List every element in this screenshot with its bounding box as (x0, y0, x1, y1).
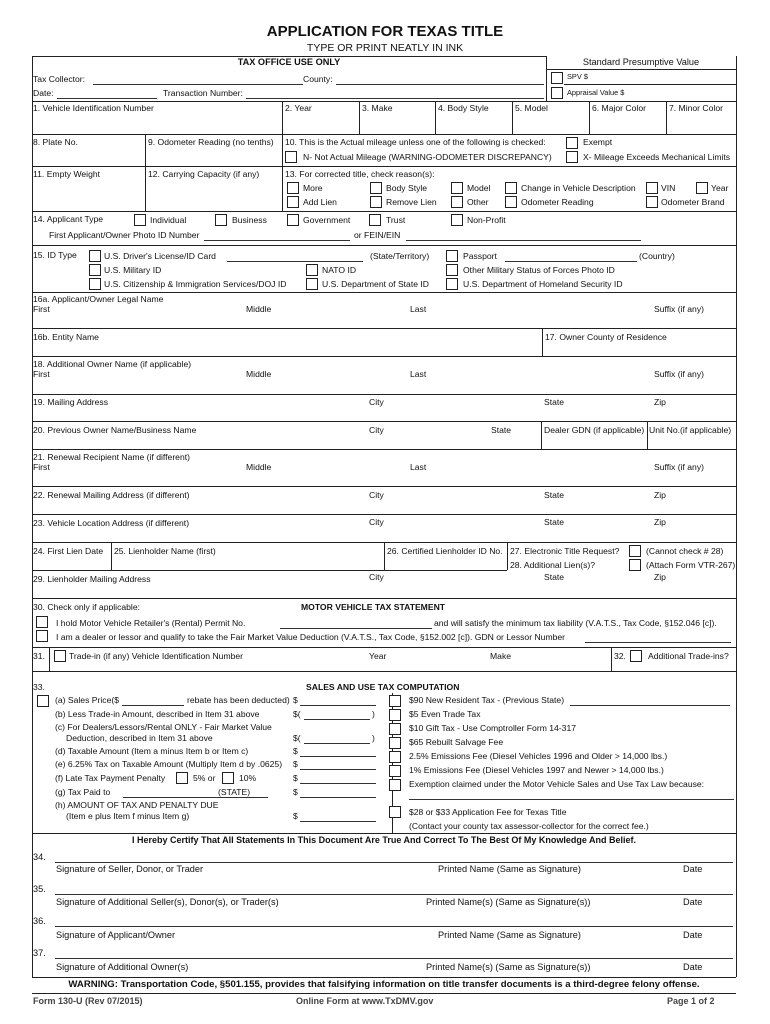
additional-trade-label: Additional Trade-ins? (648, 651, 729, 661)
additional-liens-label: 28. Additional Lien(s)? (510, 560, 596, 570)
passport-line[interactable] (505, 261, 637, 262)
renewal-first-label: First (33, 462, 50, 472)
addl-owner-date-label: Date (683, 962, 703, 972)
add-lien-label: Add Lien (303, 197, 337, 207)
app-fee-label: $28 or $33 Application Fee for Texas Title (409, 807, 567, 817)
renewal-recipient-label: 21. Renewal Recipient Name (if different) (33, 452, 190, 462)
seller-date-label: Date (683, 864, 703, 874)
addl-seller-signature-line[interactable] (55, 894, 733, 895)
f-dollar: $ (293, 773, 298, 783)
rebate-label: rebate has been deducted) (187, 695, 290, 705)
state-dept-label: U.S. Department of State ID (322, 279, 429, 289)
location-state-label: State (544, 517, 565, 527)
applicant-signature-line[interactable] (55, 926, 733, 927)
change-desc-checkbox[interactable] (505, 182, 517, 194)
even-trade-label: $5 Even Trade Tax (409, 709, 481, 719)
minor-color-label: 7. Minor Color (669, 103, 723, 113)
tradein-amount-label: (b) Less Trade-in Amount, described in Item 31 above (55, 709, 260, 719)
passport-label: Passport (463, 251, 497, 261)
location-label: 23. Vehicle Location Address (if different) (33, 518, 190, 528)
nonprofit-checkbox[interactable] (451, 214, 463, 226)
retailer-permit-label: I hold Motor Vehicle Retailer's (Rental) Permit No. (56, 618, 246, 628)
seller-printed-label: Printed Name (Same as Signature) (438, 864, 581, 874)
form-number: Form 130-U (Rev 07/2015) (33, 996, 143, 1006)
body-style-reason: Body Style (386, 183, 428, 193)
body-style-checkbox[interactable] (370, 182, 382, 194)
odo-reading-checkbox[interactable] (505, 196, 517, 208)
prev-owner-label: 20. Previous Owner Name/Business Name (33, 425, 197, 435)
gdn-lessor-line[interactable] (585, 642, 731, 643)
electronic-title-label: 27. Electronic Title Request? (510, 546, 620, 556)
state-territory-label: (State/Territory) (370, 251, 430, 261)
addl-seller-date-label: Date (683, 897, 703, 907)
remove-lien-label: Remove Lien (386, 197, 437, 207)
plate-label: 8. Plate No. (33, 137, 78, 147)
penalty-5-checkbox[interactable] (176, 772, 188, 784)
exempt-label: Exempt (583, 137, 613, 147)
rebuilt-salvage-label: $65 Rebuilt Salvage Fee (409, 737, 504, 747)
c-close: ) (372, 733, 375, 743)
e-dollar: $ (293, 759, 298, 769)
first-lien-date-label: 24. First Lien Date (33, 546, 104, 556)
e-amount-line[interactable] (300, 769, 376, 770)
new-resident-checkbox[interactable] (389, 695, 401, 707)
other-checkbox[interactable] (451, 196, 463, 208)
tax-paid-label: (g) Tax Paid to (55, 787, 111, 797)
addl-owner-printed-label: Printed Name(s) (Same as Signature(s)) (426, 962, 591, 972)
gift-tax-label: $10 Gift Tax - Use Comptroller Form 14-317 (409, 723, 577, 733)
exceeds-label: X- Mileage Exceeds Mechanical Limits (583, 152, 731, 162)
emissions-25-checkbox[interactable] (389, 751, 401, 763)
trust-checkbox[interactable] (369, 214, 381, 226)
other-label: Other (467, 197, 489, 207)
c-amount-line[interactable] (304, 743, 370, 744)
item-32-label: 32. (614, 651, 626, 661)
legal-last-label: Last (410, 304, 427, 314)
sales-price-line[interactable] (122, 705, 184, 706)
nonprofit-label: Non-Profit (467, 215, 506, 225)
b-amount-line[interactable] (304, 719, 370, 720)
page-number: Page 1 of 2 (667, 996, 715, 1006)
applicant-signature-label: Signature of Applicant/Owner (56, 930, 175, 940)
taxable-amount-label: (d) Taxable Amount (Item a minus Item b or Item c) (55, 746, 249, 756)
addl-seller-printed-label: Printed Name(s) (Same as Signature(s)) (426, 897, 591, 907)
b-close: ) (372, 709, 375, 719)
year-reason: Year (711, 183, 729, 193)
tradein-make-label: Make (490, 651, 512, 661)
exempt-checkbox[interactable] (566, 137, 578, 149)
new-resident-label: $90 New Resident Tax - (Previous State) (409, 695, 565, 705)
check-applicable-label: 30. Check only if applicable: (33, 602, 141, 612)
vin-checkbox[interactable] (646, 182, 658, 194)
nato-label: NATO ID (322, 265, 357, 275)
transaction-number-label: Transaction Number: (163, 88, 243, 98)
remove-lien-checkbox[interactable] (370, 196, 382, 208)
model-label: 5. Model (515, 103, 548, 113)
emissions-1-label: 1% Emissions Fee (Diesel Vehicles 1997 and Newer > 14,000 lbs.) (409, 765, 664, 775)
county-residence-label: 17. Owner County of Residence (545, 332, 667, 342)
legal-first-label: First (33, 304, 50, 314)
form-subtitle: TYPE OR PRINT NEATLY IN INK (306, 42, 464, 54)
id-type-label: 15. ID Type (33, 250, 77, 260)
legal-name-label: 16a. Applicant/Owner Legal Name (33, 294, 164, 304)
business-label: Business (232, 215, 267, 225)
emissions-25-label: 2.5% Emissions Fee (Diesel Vehicles 1996 and Older > 14,000 lbs.) (409, 751, 668, 761)
renewal-zip-label: Zip (654, 490, 666, 500)
lien-state-label: State (544, 572, 565, 582)
penalty-10-checkbox[interactable] (222, 772, 234, 784)
seller-signature-label: Signature of Seller, Donor, or Trader (56, 864, 204, 874)
more-label: More (303, 183, 323, 193)
late-penalty-label: (f) Late Tax Payment Penalty (55, 773, 166, 783)
d-amount-line[interactable] (300, 756, 376, 757)
dl-line[interactable] (227, 261, 363, 262)
make-label: 3. Make (362, 103, 393, 113)
dl-label: U.S. Driver's License/ID Card (104, 251, 216, 261)
dealer-lessor-label: I am a dealer or lessor and qualify to take the Fair Market Value Deduction (V.A.T.S., Tax Code, §152.002 [c]). GDN or Lessor Number (56, 632, 566, 642)
mv-tax-heading: MOTOR VEHICLE TAX STATEMENT (301, 602, 446, 612)
tradein-year-label: Year (369, 651, 387, 661)
addl-middle-label: Middle (246, 369, 272, 379)
emissions-1-checkbox[interactable] (389, 765, 401, 777)
not-actual-label: N- Not Actual Mileage (WARNING-ODOMETER DISCREPANCY) (303, 152, 552, 162)
electronic-title-checkbox[interactable] (629, 545, 641, 557)
location-city-label: City (369, 517, 384, 527)
exemption-checkbox[interactable] (389, 779, 401, 791)
fein-line[interactable] (406, 240, 641, 241)
d-dollar: $ (293, 746, 298, 756)
prev-state-label: State (491, 425, 512, 435)
renewal-suffix-label: Suffix (if any) (654, 462, 704, 472)
form-title: APPLICATION FOR TEXAS TITLE (266, 23, 504, 40)
exemption-label: Exemption claimed under the Motor Vehicle Sales and Use Tax Law because: (409, 779, 705, 789)
spv-heading: Standard Presumptive Value (582, 57, 700, 67)
dealer-gdn-label: Dealer GDN (if applicable) (544, 425, 645, 435)
sales-tax-heading: SALES AND USE TAX COMPUTATION (306, 682, 460, 692)
dealer-lessor-checkbox[interactable] (36, 630, 48, 642)
more-checkbox[interactable] (287, 182, 299, 194)
change-desc-label: Change in Vehicle Description (521, 183, 636, 193)
business-checkbox[interactable] (215, 214, 227, 226)
addl-owner-signature-label: Signature of Additional Owner(s) (56, 962, 189, 972)
odo-reading-label: Odometer Reading (521, 197, 594, 207)
nato-checkbox[interactable] (306, 264, 318, 276)
cert-lienholder-label: 26. Certified Lienholder ID No. (387, 546, 503, 556)
h-amount-line[interactable] (300, 821, 376, 822)
tax-collector-label: Tax Collector: (33, 74, 86, 84)
major-color-label: 6. Major Color (592, 103, 646, 113)
government-checkbox[interactable] (287, 214, 299, 226)
sales-price-label: (a) Sales Price($ (55, 695, 119, 705)
felony-warning: WARNING: Transportation Code, §501.155, provides that falsifying information on title transfer documents is a third-degree felony offense. (68, 979, 700, 990)
renewal-last-label: Last (410, 462, 427, 472)
h-dollar: $ (293, 811, 298, 821)
odo-brand-checkbox[interactable] (646, 196, 658, 208)
dl-checkbox[interactable] (89, 250, 101, 262)
model-checkbox[interactable] (451, 182, 463, 194)
date-label: Date: (33, 88, 54, 98)
country-label: (Country) (639, 251, 675, 261)
tradein-label: Trade-in (if any) Vehicle Identification Number (69, 651, 244, 661)
item-34-label: 34. (33, 852, 46, 862)
sales-price-checkbox[interactable] (37, 695, 49, 707)
state-label: (STATE) (218, 787, 251, 797)
tax-office-heading: TAX OFFICE USE ONLY (237, 57, 341, 67)
vin-label: 1. Vehicle Identification Number (33, 103, 154, 113)
gift-tax-checkbox[interactable] (389, 723, 401, 735)
trust-label: Trust (386, 215, 406, 225)
model-reason: Model (467, 183, 491, 193)
transaction-number-line[interactable] (246, 98, 544, 99)
attach-form-label: (Attach Form VTR-267) (646, 560, 736, 570)
spv-label: SPV $ (567, 72, 588, 81)
empty-weight-label: 11. Empty Weight (33, 169, 101, 179)
applicant-type-label: 14. Applicant Type (33, 214, 104, 224)
citizenship-checkbox[interactable] (89, 278, 101, 290)
permit-number-line[interactable] (280, 628, 432, 629)
passport-checkbox[interactable] (446, 250, 458, 262)
tax-625-label: (e) 6.25% Tax on Taxable Amount (Multiply Item d by .0625) (55, 759, 283, 769)
tax-paid-state-line[interactable] (123, 797, 268, 798)
renewal-mailing-label: 22. Renewal Mailing Address (if different) (33, 490, 190, 500)
exceeds-checkbox[interactable] (566, 151, 578, 163)
lienholder-mailing-label: 29. Lienholder Mailing Address (33, 574, 151, 584)
exemption-line[interactable] (409, 799, 734, 800)
legal-middle-label: Middle (246, 304, 272, 314)
citizenship-label: U.S. Citizenship & Immigration Services/DOJ ID (104, 279, 287, 289)
item-31-label: 31. (33, 651, 45, 661)
retailer-permit-checkbox[interactable] (36, 616, 48, 628)
date-line[interactable] (57, 98, 157, 99)
additional-trade-checkbox[interactable] (630, 650, 642, 662)
f-amount-line[interactable] (300, 783, 376, 784)
tax-collector-line[interactable] (93, 84, 303, 85)
add-lien-checkbox[interactable] (287, 196, 299, 208)
app-fee-note: (Contact your county tax assessor-collector for the correct fee.) (409, 821, 649, 831)
fmv-label-1: (c) For Dealers/Lessors/Rental ONLY - Fair Market Value (55, 722, 272, 732)
military-checkbox[interactable] (89, 264, 101, 276)
photo-id-label: First Applicant/Owner Photo ID Number (49, 230, 200, 240)
legal-suffix-label: Suffix (if any) (654, 304, 704, 314)
not-actual-checkbox[interactable] (285, 151, 297, 163)
addl-owner-signature-line[interactable] (55, 958, 733, 959)
c-dollar: $( (293, 733, 301, 743)
mailing-label: 19. Mailing Address (33, 397, 108, 407)
appraisal-checkbox[interactable] (551, 87, 563, 99)
lien-zip-label: Zip (654, 572, 666, 582)
lienholder-label: 25. Lienholder Name (first) (114, 546, 216, 556)
government-label: Government (303, 215, 351, 225)
military-label: U.S. Military ID (104, 265, 162, 275)
item-33-label: 33. (33, 682, 45, 692)
county-line[interactable] (336, 84, 544, 85)
amount-due-label-1: (h) AMOUNT OF TAX AND PENALTY DUE (55, 800, 219, 810)
individual-checkbox[interactable] (134, 214, 146, 226)
addl-suffix-label: Suffix (if any) (654, 369, 704, 379)
vin-reason: VIN (661, 183, 676, 193)
cannot-check-label: (Cannot check # 28) (646, 546, 724, 556)
addl-seller-signature-label: Signature of Additional Seller(s), Donor(s), or Trader(s) (56, 897, 279, 907)
additional-liens-checkbox[interactable] (629, 559, 641, 571)
g-dollar: $ (293, 787, 298, 797)
prev-city-label: City (369, 425, 384, 435)
b-dollar: $( (293, 709, 301, 719)
year-checkbox[interactable] (696, 182, 708, 194)
entity-label: 16b. Entity Name (33, 332, 99, 342)
individual-label: Individual (150, 215, 187, 225)
seller-signature-line[interactable] (55, 862, 733, 863)
mileage-question: 10. This is the Actual mileage unless one of the following is checked: (285, 137, 546, 147)
appraisal-label: Appraisal Value $ (567, 88, 625, 97)
odometer-label: 9. Odometer Reading (no tenths) (148, 137, 274, 147)
location-zip-label: Zip (654, 517, 666, 527)
unit-no-label: Unit No.(if applicable) (649, 425, 732, 435)
applicant-date-label: Date (683, 930, 703, 940)
fmv-label-2: Deduction, described in Item 31 above (66, 733, 213, 743)
a-dollar: $ (293, 695, 298, 705)
fein-label: or FEIN/EIN (354, 230, 401, 240)
retailer-permit-label-2: and will satisfy the minimum tax liability (V.A.T.S., Tax Code, §152.046 [c]). (434, 618, 717, 628)
rebuilt-salvage-checkbox[interactable] (389, 737, 401, 749)
year-label: 2. Year (285, 103, 312, 113)
lien-city-label: City (369, 572, 384, 582)
additional-owner-label: 18. Additional Owner Name (if applicable) (33, 359, 192, 369)
renewal-state-label: State (544, 490, 565, 500)
even-trade-checkbox[interactable] (389, 709, 401, 721)
g-amount-line[interactable] (300, 797, 376, 798)
a-amount-line[interactable] (300, 705, 376, 706)
dhs-label: U.S. Department of Homeland Security ID (463, 279, 623, 289)
online-form-link[interactable]: Online Form at www.TxDMV.gov (296, 996, 434, 1006)
app-fee-checkbox[interactable] (389, 806, 401, 818)
addl-last-label: Last (410, 369, 427, 379)
item-37-label: 37. (33, 948, 46, 958)
tradein-checkbox[interactable] (54, 650, 66, 662)
renewal-middle-label: Middle (246, 462, 272, 472)
amount-due-label-2: (Item e plus Item f minus Item g) (66, 811, 190, 821)
other-military-label: Other Military Status of Forces Photo ID (463, 265, 615, 275)
photo-id-line[interactable] (204, 240, 350, 241)
county-label: County: (303, 74, 333, 84)
mailing-zip-label: Zip (654, 397, 666, 407)
renewal-city-label: City (369, 490, 384, 500)
applicant-printed-label: Printed Name (Same as Signature) (438, 930, 581, 940)
mailing-state-label: State (544, 397, 565, 407)
carrying-label: 12. Carrying Capacity (if any) (148, 169, 260, 179)
penalty-5-label: 5% or (193, 773, 216, 783)
addl-first-label: First (33, 369, 50, 379)
spv-checkbox[interactable] (551, 72, 563, 84)
other-military-checkbox[interactable] (446, 264, 458, 276)
mailing-city-label: City (369, 397, 384, 407)
item-35-label: 35. (33, 884, 46, 894)
state-dept-checkbox[interactable] (306, 278, 318, 290)
corrected-label: 13. For corrected title, check reason(s): (285, 169, 435, 179)
penalty-10-label: 10% (239, 773, 257, 783)
item-36-label: 36. (33, 916, 46, 926)
body-style-label: 4. Body Style (438, 103, 489, 113)
dhs-checkbox[interactable] (446, 278, 458, 290)
certify-statement: I Hereby Certify That All Statements In This Document Are True And Correct To The Best Of My Knowledge And Belief. (131, 835, 637, 845)
odo-brand-label: Odometer Brand (661, 197, 725, 207)
